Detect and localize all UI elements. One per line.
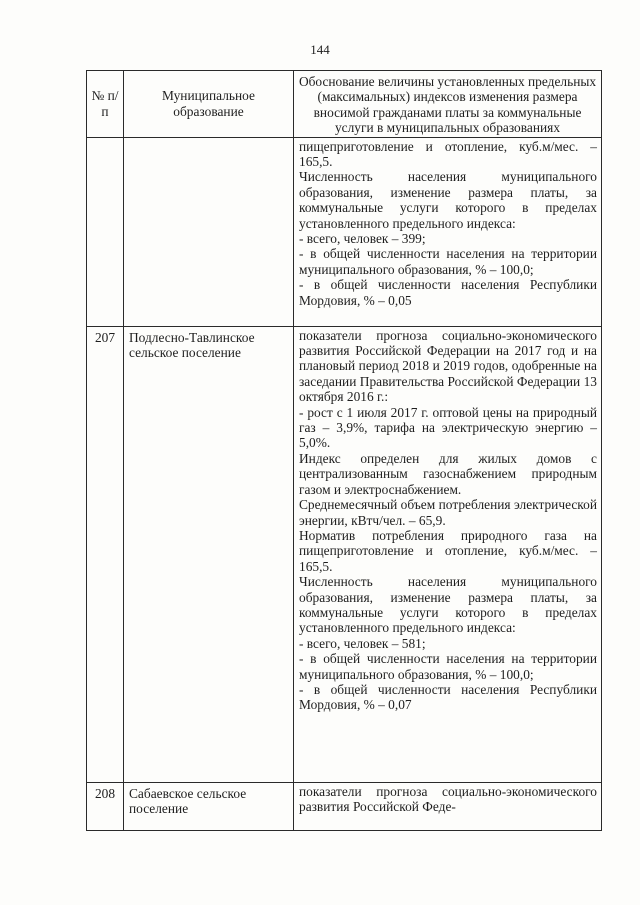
justification-line: Численность населения муниципального образования, изменение размера платы, за коммунальные услуги которого в пределах установленного предельного индекса: xyxy=(299,169,597,231)
justification-line: - в общей численности населения на территории муниципального образования, % – 100,0; xyxy=(299,651,597,682)
justification-line: Среднемесячный объем потребления электрической энергии, кВтч/чел. – 65,9. xyxy=(299,497,597,528)
justification-line: - в общей численности населения на территории муниципального образования, % – 100,0; xyxy=(299,246,597,277)
justification-line: показатели прогноза социально-экономического развития Российской Феде- xyxy=(299,783,597,815)
justification-line: показатели прогноза социально-экономического развития Российской Федерации на 2017 год и на плановый период 2018 и 2019 годов, одобренные на заседании Правительства Российской Федерации 13 октября 2016 г.: xyxy=(299,327,597,405)
page-number: 144 xyxy=(310,42,330,57)
header-justification: Обоснование величины установленных предельных (максимальных) индексов изменения размера вносимой гражданами платы за коммунальные услуги в муниципальных образованиях xyxy=(294,71,602,138)
justification-line: - в общей численности населения Республики Мордовия, % – 0,07 xyxy=(299,681,597,713)
table-row xyxy=(87,326,602,782)
justification-line: - в общей численности населения Республики Мордовия, % – 0,05 xyxy=(299,277,597,308)
row-justification xyxy=(294,326,602,782)
row-justification xyxy=(294,782,602,830)
row-num: 208 xyxy=(87,782,124,830)
header-num: № п/п xyxy=(87,71,124,138)
justification-line: Норматив потребления природного газа на пищеприготовление и отопление, куб.м/мес. – 165,5. xyxy=(299,527,597,574)
justification-line: - всего, человек – 399; xyxy=(299,231,426,247)
row-justification xyxy=(294,137,602,326)
header-municipality: Муниципальное образование xyxy=(124,71,294,138)
justification-line: - всего, человек – 581; xyxy=(299,635,426,651)
row-num xyxy=(87,137,124,326)
table-row xyxy=(87,782,602,830)
table-header-row xyxy=(87,71,602,138)
justification-line: - рост с 1 июля 2017 г. оптовой цены на природный газ – 3,9%, тарифа на электрическую энергию – 5,0%. xyxy=(299,404,597,451)
justification-line: пищеприготовление и отопление, куб.м/мес. – 165,5. xyxy=(299,138,597,170)
indices-table xyxy=(86,70,602,831)
row-municipality: Подлесно-Тавлинское сельское поселение xyxy=(124,326,294,782)
row-municipality xyxy=(124,137,294,326)
row-municipality: Сабаевское сельское поселение xyxy=(124,782,294,830)
table-row xyxy=(87,137,602,326)
justification-line: Индекс определен для жилых домов с централизованным газоснабжением природным газом и электроснабжением. xyxy=(299,450,597,497)
row-num: 207 xyxy=(87,326,124,782)
justification-line: Численность населения муниципального образования, изменение размера платы, за коммунальные услуги которого в пределах установленного предельного индекса: xyxy=(299,574,597,636)
